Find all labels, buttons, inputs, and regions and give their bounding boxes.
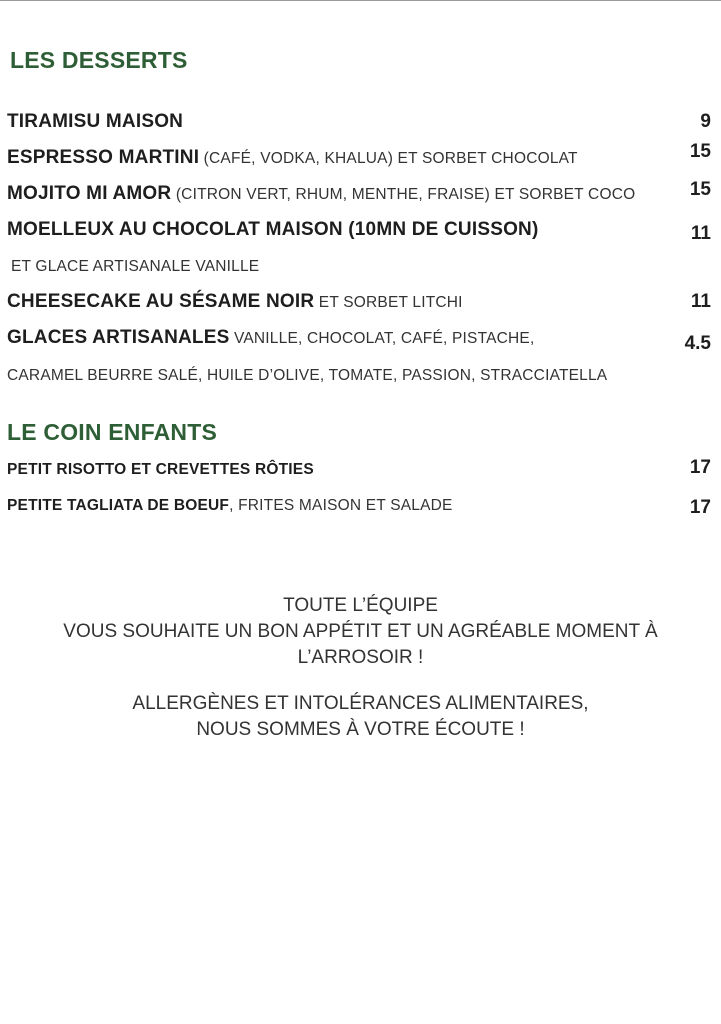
- menu-item-cheesecake: [7, 291, 711, 317]
- item-name: CHEESECAKE AU SÉSAME NOIR: [7, 291, 315, 312]
- item-name: PETITE TAGLIATA DE BOEUF: [7, 497, 230, 514]
- desserts-title: LES DESSERTS: [10, 47, 188, 73]
- item-name: MOJITO MI AMOR: [7, 183, 172, 204]
- item-desc: (CITRON VERT, RHUM, MENTHE, FRAISE) ET SORBET COCO: [171, 186, 636, 203]
- item-name-line: [7, 497, 453, 515]
- item-desc: (CAFÉ, VODKA, KHALUA) ET SORBET CHOCOLAT: [199, 150, 578, 167]
- item-desc: VANILLE, CHOCOLAT, CAFÉ, PISTACHE,: [229, 330, 535, 347]
- item-continuation: ET GLACE ARTISANALE VANILLE: [11, 258, 260, 275]
- menu-item-moelleux: [7, 219, 711, 245]
- menu-item-tiramisu: [7, 111, 711, 137]
- footer-line: VOUS SOUHAITE UN BON APPÉTIT ET UN AGRÉABLE MOMENT À: [63, 621, 658, 642]
- footer-line: TOUTE L’ÉQUIPE: [283, 595, 438, 616]
- item-continuation: CARAMEL BEURRE SALÉ, HUILE D’OLIVE, TOMATE, PASSION, STRACCIATELLA: [7, 367, 608, 384]
- item-name-line: [7, 219, 539, 241]
- menu-item-petite-tagliata: [7, 497, 711, 523]
- item-name-line: [7, 111, 183, 133]
- footer-line: ALLERGÈNES ET INTOLÉRANCES ALIMENTAIRES,: [132, 693, 589, 714]
- item-name: ESPRESSO MARTINI: [7, 147, 200, 168]
- item-price: 11: [690, 291, 711, 312]
- footer-allergens: [0, 691, 721, 743]
- item-name: MOELLEUX AU CHOCOLAT MAISON (10MN DE CUISSON): [7, 219, 539, 240]
- footer-line: NOUS SOMMES À VOTRE ÉCOUTE !: [196, 719, 525, 740]
- menu-item-petit-risotto: [7, 457, 711, 487]
- item-name: TIRAMISU MAISON: [7, 111, 184, 132]
- item-name-line: [7, 461, 314, 479]
- menu-item-glaces: [7, 327, 711, 353]
- item-name-line: [7, 147, 578, 169]
- item-desc: , FRITES MAISON ET SALADE: [229, 497, 453, 514]
- item-name: GLACES ARTISANALES: [7, 327, 230, 348]
- kids-title: LE COIN ENFANTS: [7, 419, 218, 445]
- menu-item-espresso-martini: [7, 141, 711, 173]
- item-price: 15: [689, 141, 711, 162]
- item-price: 4.5: [684, 333, 711, 354]
- item-desc: ET SORBET LITCHI: [314, 294, 463, 311]
- item-price: 11: [690, 223, 711, 244]
- item-price: 15: [689, 179, 711, 200]
- item-name-line: [7, 183, 635, 205]
- footer-message: [0, 593, 721, 671]
- item-name-line: [7, 291, 463, 313]
- item-price: 17: [689, 497, 711, 518]
- menu-item-mojito: [7, 179, 711, 209]
- item-name-line: [7, 327, 534, 349]
- item-name: PETIT RISOTTO ET CREVETTES RÔTIES: [7, 461, 314, 478]
- footer-line: L’ARROSOIR !: [297, 647, 424, 668]
- item-price: 9: [700, 111, 711, 132]
- item-price: 17: [689, 457, 711, 478]
